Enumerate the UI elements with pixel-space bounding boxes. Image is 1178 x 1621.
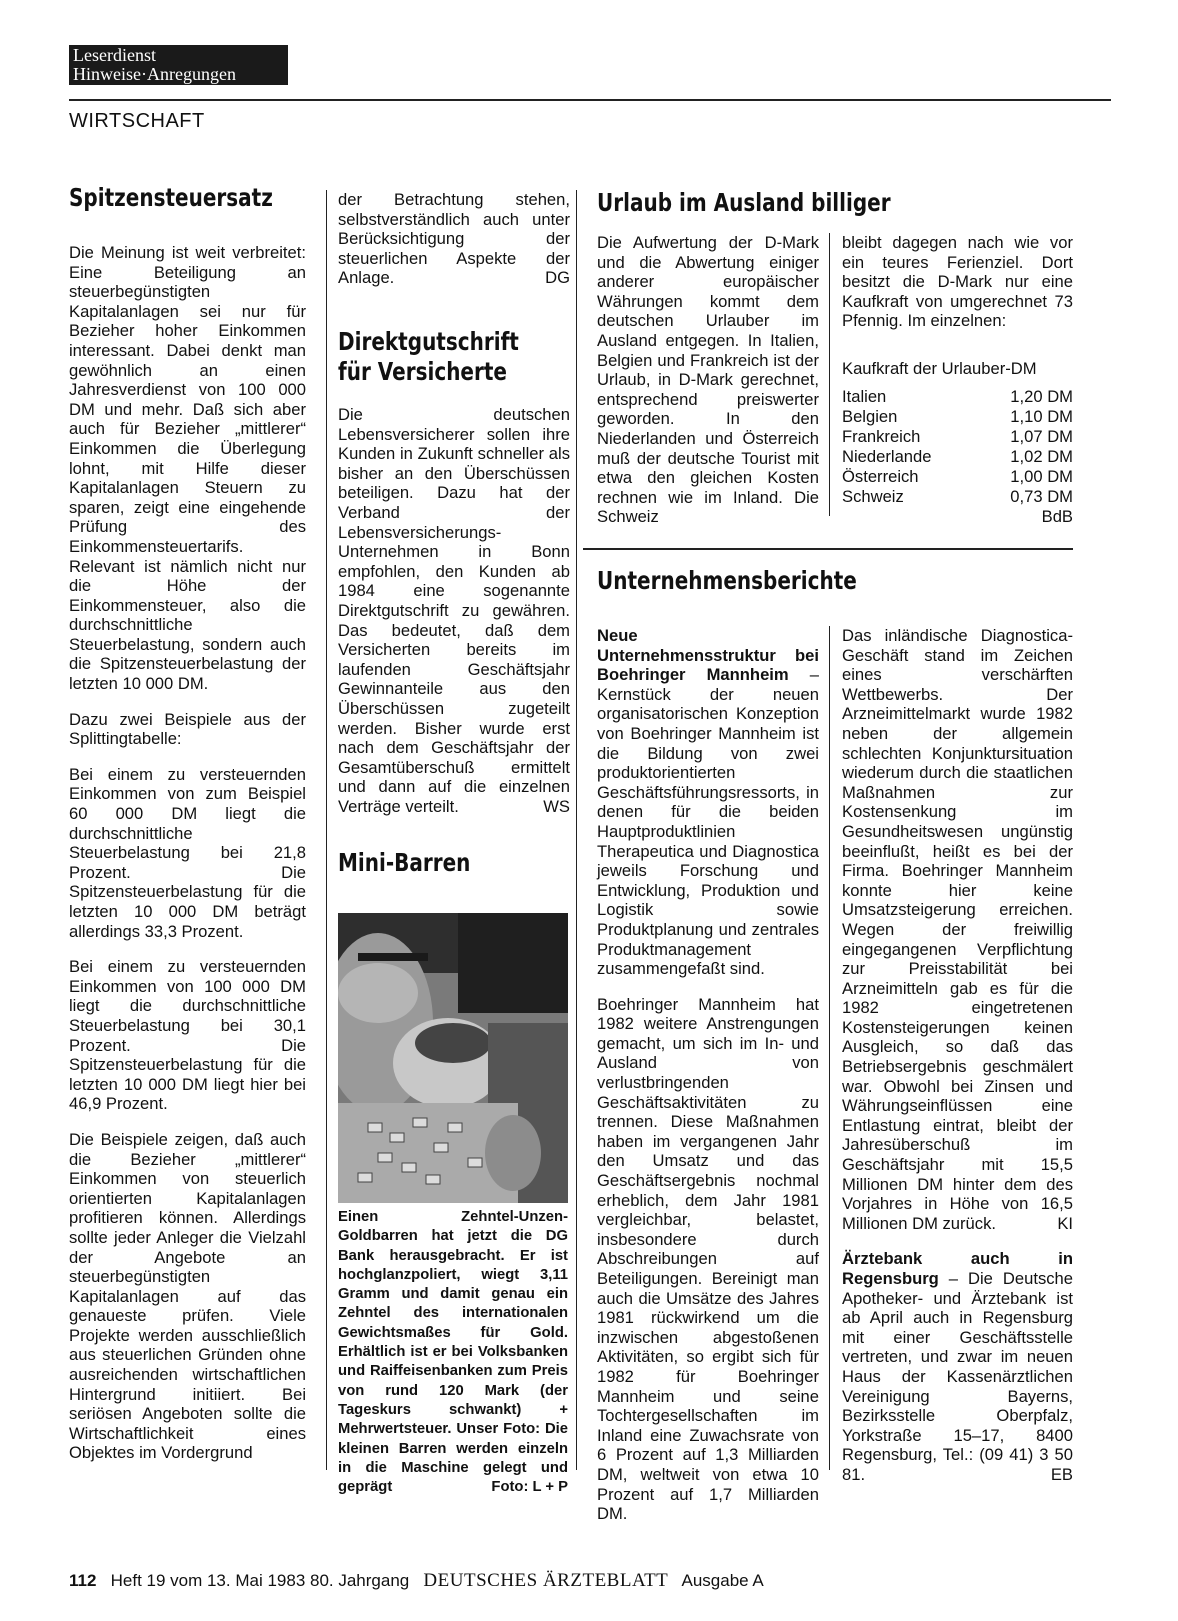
value: 1,00 DM — [1010, 467, 1073, 486]
title-line: für Versicherte — [338, 357, 507, 386]
magazine-name: DEUTSCHES ÄRZTEBLATT — [423, 1570, 669, 1591]
author-signature: EB — [1050, 1464, 1073, 1484]
article-spitzensteuersatz-body — [69, 243, 306, 1479]
paragraph: Die Aufwertung der D-Mark und die Abwertung einiger anderer europäischer Währungen kommt dem deutschen Urlauber im Ausland entgegen. In Italien, Belgien und Frankreich ist der Urlaub, in D-Mark gerechnet, entsprechend preiswerter geworden. In den Niederlanden und Österreich muß der deutsche Tourist mit etwa den gleichen Kosten rechnen wie im Inland. Die Schweiz — [597, 233, 819, 527]
table-row — [842, 387, 1073, 407]
article-title-direktgutschrift — [338, 327, 519, 387]
paragraph: – Kernstück der neuen organisatorischen Konzeption von Boehringer Mannheim ist die Bildung von zwei produktorientierten Geschäftsführungsressorts, in denen für die beiden Hauptproduktlinien Therapeutica und Diagnostica jeweils Forschung und Entwicklung, Produktion und Logistik sowie Produktplanung und zentrales Produktmanagement zusammengefaßt sind. — [597, 665, 819, 979]
value: 1,02 DM — [1010, 447, 1073, 466]
article-title-mini-barren: Mini-Barren — [338, 848, 471, 877]
table-row — [842, 447, 1073, 467]
paragraph: Die Meinung ist weit verbreitet: Eine Beteiligung an steuerbegünstigten Kapitalanlagen sei nur für Bezieher hoher Einkommen interessant. Dabei denkt man gewöhnlich an einen Jahresverdienst von 100 000 DM und mehr. Daß sich aber auch für Bezieher „mittlerer“ Einkommen die Überlegung lohnt, mit Hilfe dieser Kapitalanlagen Steuern zu sparen, zeigt eine eingehende Prüfung des Einkommensteuertarifs. Relevant ist nämlich nicht nur die Höhe der Einkommensteuer, also die durchschnittliche Steuerbelastung, sondern auch die Spitzensteuerbelastung der letzten 10 000 DM. — [69, 243, 306, 694]
photo-mini-barren — [338, 913, 568, 1203]
paragraph: Die deutschen Lebensversicherer sollen ihre Kunden in Zukunft schneller als bisher an den Überschüssen beteiligen. Dazu hat der Verband der Lebensversicherungs-Unternehmen in Bonn empfohlen, den Kunden ab 1984 eine sogenannte Direktgutschrift zu gewähren. Das bedeutet, daß dem Versicherten bereits im laufenden Geschäftsjahr Gewinnanteile aus den Überschüssen zugeteilt werden. Bisher wurde erst nach dem Geschäftsjahr der Gesamtüberschuß ermittelt und dann auf die einzelnen Verträge verteilt. — [338, 405, 570, 816]
country: Schweiz — [842, 487, 904, 506]
leserdienst-badge — [69, 45, 288, 85]
article-title-unternehmensberichte: Unternehmensberichte — [597, 566, 857, 595]
paragraph: der Betrachtung stehen, selbstverständlich auch unter Berücksichtigung der steuerlichen Aspekte der Anlage. — [338, 190, 570, 288]
value: 1,20 DM — [1010, 387, 1073, 406]
author-signature: WS — [543, 796, 570, 816]
column-divider — [576, 190, 577, 1470]
paragraph: Die Beispiele zeigen, daß auch die Bezieher „mittlerer“ Einkommen von steuerlich orientierten Kapitalanlagen profitieren können. Allerdings sollte jeder Anleger die Vielzahl der Angebote an steuerbegünstigten Kapitalanlagen auf das genaueste prüfen. Viele Projekte werden ausschließlich aus steuerlichen Gründen ohne ausreichenden wirtschaftlichen Hintergrund initiiert. Bei seriösen Angeboten sollte die Wirtschaftlichkeit eines Objektes im Vordergrund — [69, 1129, 306, 1463]
country: Belgien — [842, 407, 898, 426]
article-urlaub-body-left — [597, 233, 819, 527]
value: 1,10 DM — [1010, 407, 1073, 426]
kaufkraft-table — [842, 359, 1073, 527]
article-urlaub-body-right — [842, 233, 1073, 331]
article-title-urlaub: Urlaub im Ausland billiger — [597, 188, 891, 217]
title-line: Direktgutschrift — [338, 327, 519, 356]
paragraph: Boehringer Mannheim hat 1982 weitere Anstrengungen gemacht, um sich im In- und Ausland von verlustbringenden Geschäftsaktivitäten zu trennen. Diese Maßnahmen haben im vergangenen Jahr den Umsatz und das Geschäftsergebnis nochmal erheblich, dem Jahr 1981 vergleichbar, belastet, insbesondere durch Abschreibungen auf Beteiligungen. Bereinigt man auch die Umsätze des Jahres 1981 rückwirkend um die inzwischen abgestoßenen Aktivitäten, so ergibt sich für 1982 für Boehringer Mannheim und seine Tochtergesellschaften im Inland eine Zuwachsrate von 6 Prozent auf 1,3 Milliarden DM, weltweit von etwa 10 Prozent auf 1,7 Milliarden DM. — [597, 994, 819, 1524]
article-direktgutschrift-body — [338, 405, 570, 816]
paragraph: Das inländische Diagnostica-Geschäft stand im Zeichen eines verschärften Wettbewerbs. Der Arzneimittelmarkt wurde 1982 neben der allgemein schlechten Konjunktursituation wiederum durch die staatlichen Maßnahmen zur Kostensenkung im Gesundheitswesen ungünstig beeinflußt, heißt es bei der Firma. Boehringer Mannheim konnte hier keine Umsatzsteigerung erreichen. Wegen der freiwillig eingegangenen Verpflichtung zur Preisstabilität bei Arzneimitteln gab es für die 1982 eingetretenen Kostensteigerungen keinen Ausgleich, so daß das Betriebsergebnis geschmälert war. Obwohl bei Zinsen und Währungseinflüssen eine Entlastung eintrat, bleibt der Jahresüberschuß im Geschäftsjahr mit 15,5 Millionen DM hinter dem des Vorjahres in Höhe von 16,5 Millionen DM zurück. — [842, 626, 1073, 1233]
country: Italien — [842, 387, 887, 406]
paragraph: Bei einem zu versteuernden Einkommen von zum Beispiel 60 000 DM liegt die durchschnittliche Steuerbelastung bei 21,8 Prozent. Die Spitzensteuerbelastung für die letzten 10 000 DM beträgt allerdings 33,3 Prozent. — [69, 764, 306, 941]
country: Frankreich — [842, 427, 921, 446]
author-signature: KI — [1057, 1213, 1073, 1233]
country: Österreich — [842, 467, 919, 486]
badge-line-2: Hinweise·Anregungen — [73, 64, 236, 84]
article-spitzensteuersatz-continuation — [338, 190, 570, 288]
table-row — [842, 467, 1073, 487]
badge-line-1: Leserdienst — [73, 45, 156, 65]
country: Niederlande — [842, 447, 932, 466]
paragraph: bleibt dagegen nach wie vor ein teures Ferienziel. Dort besitzt die D-Mark nur eine Kaufkraft von umgerechnet 73 Pfennig. Im einzelnen: — [842, 233, 1073, 331]
table-row — [842, 487, 1073, 507]
table-row — [842, 427, 1073, 447]
author-signature: DG — [545, 268, 570, 288]
paragraph: – Die Deutsche Apotheker- und Ärztebank ist ab April auch in Regensburg mit einer Geschäftsstelle vertreten, und zwar im neuen Haus der Kassenärztlichen Vereinigung Bayerns, Bezirksstelle Oberpfalz, Yorkstraße 15–17, 8400 Regensburg, Tel.: (09 41) 3 50 81. — [842, 1269, 1073, 1484]
photo-credit: Foto: L + P — [491, 1479, 568, 1496]
photo-caption — [338, 1208, 568, 1497]
page-number: 112 — [69, 1571, 97, 1590]
paragraph: Bei einem zu versteuernden Einkommen von 100 000 DM liegt die durchschnittliche Steuerbelastung bei 30,1 Prozent. Die Spitzensteuerbelastung für die letzten 10 000 DM liegt hier bei 46,9 Prozent. — [69, 957, 306, 1114]
table-title: Kaufkraft der Urlauber-DM — [842, 359, 1037, 378]
paragraph: Dazu zwei Beispiele aus der Splittingtabelle: — [69, 709, 306, 749]
article-unternehmensberichte-right — [842, 626, 1073, 1501]
issue-info: Heft 19 vom 13. Mai 1983 80. Jahrgang — [110, 1571, 410, 1590]
value: 0,73 DM — [1010, 487, 1073, 506]
photo-illustration — [338, 913, 568, 1203]
column-divider — [326, 190, 327, 1470]
section-rule — [583, 548, 1073, 550]
article-title-spitzensteuersatz: Spitzensteuersatz — [69, 183, 273, 212]
column-divider — [829, 626, 830, 1470]
lead-heading: Neue Unternehmensstruktur bei Boehringer Mannheim — [597, 626, 819, 685]
section-label: WIRTSCHAFT — [69, 110, 205, 132]
top-rule — [69, 99, 1111, 101]
table-row — [842, 407, 1073, 427]
page-footer — [69, 1570, 764, 1592]
edition: Ausgabe A — [681, 1571, 764, 1590]
author-signature: BdB — [1041, 507, 1073, 526]
value: 1,07 DM — [1010, 427, 1073, 446]
lead-heading: Ärztebank auch in Regensburg — [842, 1249, 1073, 1288]
caption-text: Einen Zehntel-Unzen-Goldbarren hat jetzt die DG Bank herausgebracht. Er ist hochglanzpoliert, wiegt 3,11 Gramm und damit genau ein Zehntel des internationalen Gewichtsmaßes für Gold. Erhältlich ist er bei Volksbanken und Raiffeisenbanken zum Preis von rund 120 Mark (der Tageskurs schwankt) + Mehrwertsteuer. Unser Foto: Die kleinen Barren werden einzeln in die Maschine gelegt und geprägt — [338, 1209, 568, 1496]
article-unternehmensberichte-left — [597, 626, 819, 1540]
column-divider — [829, 233, 830, 516]
